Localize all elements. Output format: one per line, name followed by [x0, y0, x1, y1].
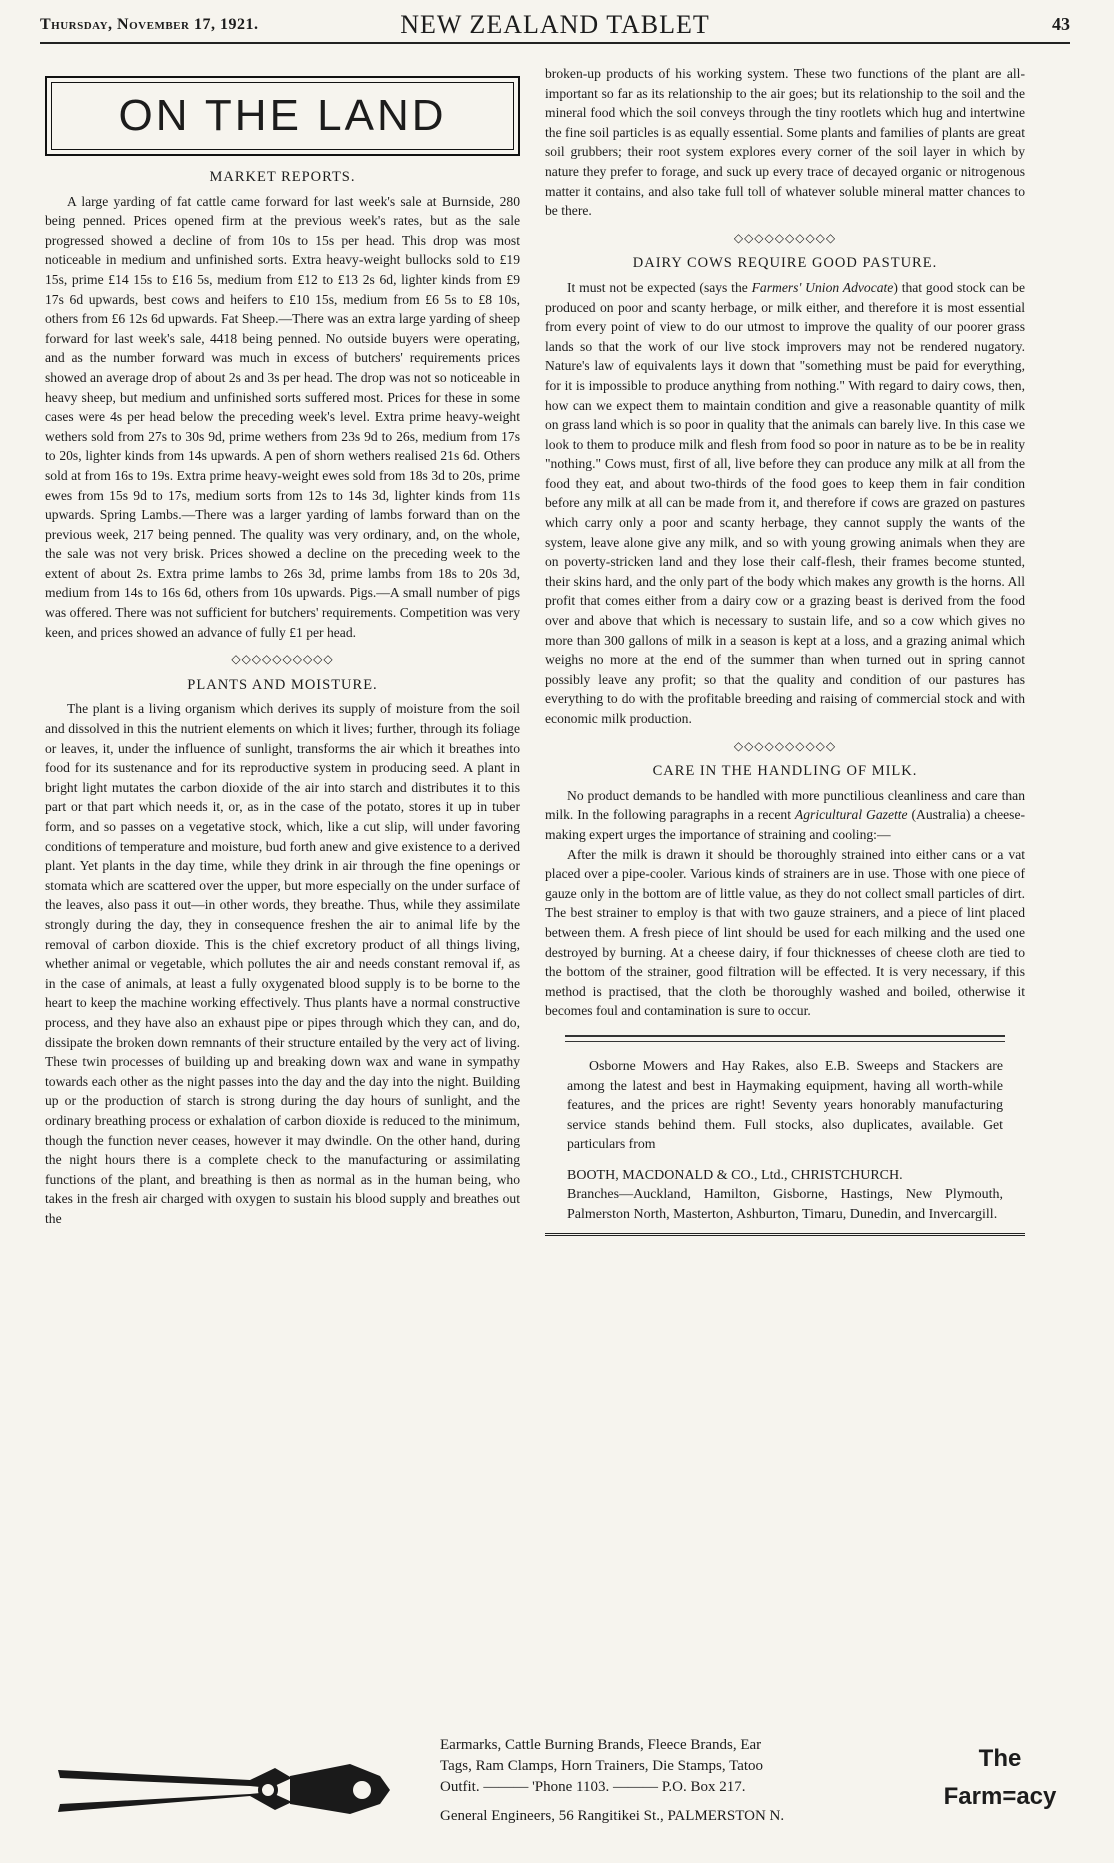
booth-ad-firm: BOOTH, MACDONALD & CO., Ltd., CHRISTCHURCH.	[567, 1167, 903, 1183]
dairy-heading: DAIRY COWS REQUIRE GOOD PASTURE.	[632, 255, 938, 272]
ornament-divider: ◇◇◇◇◇◇◇◇◇◇	[733, 230, 837, 245]
publication-title: NEW ZEALAND TABLET	[400, 10, 710, 39]
market-heading: MARKET REPORTS.	[209, 169, 356, 185]
masthead	[40, 8, 1070, 44]
plants-paragraph: The plant is a living organism which derives its supply of moisture from the soil and dissolved in this the nutrient elements on which it lives; further, through its foliage or leaves, it, under the influence of sunlight, transforms the air which it breathes into food for its sustenance and for its reproductive system in producing seed. A plant in bright light mutates the carbon dioxide of the air into starch and distributes it to this part or that part which needs it, or, as in the case of the potato, stores it up in tuber form, and so passes on a vegetative stock, which, like a cut slip, will under favoring conditions of temperature and moisture, bud forth anew and give existence to a derived plant. Yet plants in the day time, while they drink in air through the fine openings or stomata which are scattered over the upper, but more especially on the under surface of the leaves, also pass it out—in other words, they breathe. Thus, while they assimilate strongly during the day, they in consequence freshen the air to animal life by the removal of carbon dioxide. This is the chief excretory product of all things living, whether animal or vegetable, which pollutes the air and needs constant removal if, as in the case of animals, at least a fully oxygenated blood supply is to be borne to the heart to keep the machine working effectively. Thus plants have a normal constructive process, and they have also an exhaust pipe or pipes through which they can, and do, dissipate the broken down remnants of their structure entailed by the very act of living. These twin processes of building up and breaking down wax and wane in sympathy towards each other as the night passes into the day and the day into the night. Building up or the production of starch is strong during the day hours of sunlight, and the ordinary breathing process or exhalation of carbon dioxide is reduced to the minimum, though the function never ceases, however it may dwindle. On the other hand, during the night hours there is a complete check to the manufacturing or assimilating functions of the plant, and breathing is then as normal as in the human being, who takes in the fresh air charged with oxygen to sustain his blood supply and breathes out the	[45, 701, 520, 1226]
plants-continuation: broken-up products of his working system. These two functions of the plant are all-important so far as its relationship to the air goes; but its relationship to the soil and the mineral food which the soil conveys through the tiny rootlets which hug and intertwine the fine soil particles is as equally essential. Some plants and families of plants are great soil grubbers; their root system explores every corner of the soil layer in which by nature they prefer to forage, and suck up every trace of decayed organic or nitrogenous matter it contains, and also take full toll of whatever soluble mineral matter chances to be there.	[545, 66, 1025, 219]
booth-ad-branches: Branches—Auckland, Hamilton, Gisborne, Hastings, New Plymouth, Palmerston North, Masterton, Ashburton, Timaru, Dunedin, and Invercargill.	[567, 1187, 1003, 1223]
dairy-paragraph: It must not be expected (says the Farmers' Union Advocate) that good stock can be produced on poor and scanty herbage, or milk either, and therefore it is most essential from every point of view to do our utmost to improve the quality of our poorer grass lands so that the work of our live stock improvers may not be rendered nugatory. Nature's law of equivalents lays it down that "something must be paid for everything, for it is impossible to produce anything from nothing." With regard to dairy cows, then, how can we expect them to maintain condition and give a reasonable quantity of milk on grass land which is so poor in quality that the animals can barely live. In this case we look to them to produce milk and flesh from food so poor in nature as to be be in reality "nothing." Cows must, first of all, live before they can produce any milk at all from the food they eat, and about two-thirds of the food goes to keep them in fair condition before any milk at all can be made from it, and therefore if cows are grazed on pastures which carry only a poor and scanty herbage, they cannot supply the wants of the system, leave alone give any milk, and so with young growing animals when they are on poverty-stricken land and they lose their calf-flesh, their frames become stunted, their skins hard, and the only part of the body which makes any growth is the horns. All profit that comes either from a dairy cow or a grazing beast is derived from the food over and above that which is necessary to sustain life, and so a cow which gives no more than 300 gallons of milk in a season is kept at a loss, and a grazing animal which weighs no more at the end of the summer than when turned out in spring cannot possibly leave any profit; so that the quality and condition of our pastures has everything to do with the profitable breeding and raising of commercial stock and with economic milk production.	[545, 279, 1025, 726]
issue-date: Thursday, November 17, 1921.	[40, 16, 259, 33]
section-title-box	[45, 76, 520, 156]
right-column	[545, 64, 1025, 1236]
engineers-advertisement	[45, 1735, 1070, 1850]
market-paragraph: A large yarding of fat cattle came forward for last week's sale at Burnside, 280 being penned. Prices opened firm at the previous week's rates, but as the sale progressed showed a decline of from 10s to 15s per head. This drop was most noticeable in medium and unfinished sorts. Extra heavy-weight bullocks sold to £19 15s, prime £14 15s to £16 5s, medium from £12 to £13 2s 6d, lighter kinds from £9 17s 6d upwards, best cows and heifers to £10 15s, medium from £6 5s to £8 10s, others from £6 12s 6d upwards. Fat Sheep.—There was an extra large yarding of sheep forward for last week's sale, 4418 being penned. No outside buyers were operating, and as the number forward was much in excess of butchers' requirements prices showed an average drop of about 2s and 3s per head. The drop was not so noticeable in heavy sheep, but medium and unfinished sorts suffered most. Prices for these in some cases were 4s per head below the preceding week's level. Extra prime heavy-weight wethers sold from 27s to 30s 9d, prime wethers from 23s 9d to 26s, medium from 17s to 20s, lighter kinds from 14s upwards. A pen of shorn wethers realised 21s 6d. Others sold at from 16s to 19s. Extra prime heavy-weight ewes sold from 18s 3d to 20s, prime ewes from 15s 9d to 17s, medium sorts from 12s to 14s 3d, lighter kinds from 11s upwards. Spring Lambs.—There was a larger yarding of lambs forward than on the previous week, 217 being penned. The quality was very ordinary, and, on the whole, the sale was not very brisk. Prices showed a decline on the preceding week to the extent of about 2s. Extra prime lambs to 26s 3d, prime lambs from 18s to 20s 3d, medium from 14s to 16s 6d, others from 10s upwards. Pigs.—A small number of pigs was offered. There was not sufficient for butchers' requirements. Competition was very keen, and prices showed an advance of fully £1 per head.	[45, 193, 520, 640]
booth-ad-text: Osborne Mowers and Hay Rakes, also E.B. Sweeps and Stackers are among the latest and best in Haymaking equipment, having all worth-while features, and the prices are right! Seventy years honorably manufacturing service stands behind them. Full stocks, also duplicates, available. Get particulars from	[567, 1057, 1003, 1152]
engineers-ad-text: Earmarks, Cattle Burning Brands, Fleece Brands, Ear Tags, Ram Clamps, Horn Trainers, Die Stamps, Tatoo Outfit. ——— 'Phone 1103. ——— P.O. Box 217. General Engineers, 56 Rangitikei St., PALMERSTON N.	[440, 1737, 785, 1824]
farmacy-brand: The Farm=acy	[943, 1745, 1057, 1810]
milk-heading: CARE IN THE HANDLING OF MILK.	[652, 763, 918, 780]
page-number: 43	[1052, 14, 1070, 34]
plants-heading: PLANTS AND MOISTURE.	[187, 676, 378, 693]
ear-tag-pliers-icon	[50, 1740, 400, 1840]
milk-paragraph: After the milk is drawn it should be thoroughly strained into either cans or a vat placed over a pipe-cooler. Various kinds of strainers are in use. Those with one piece of gauze only in the bottom are of little value, as they do not collect small particles of dirt. The best strainer to employ is that with two gauze strainers, and a piece of lint placed between them. A fresh piece of lint should be used for each milking and the used one destroyed by burning. At a cheese dairy, if four thicknesses of cheese cloth are tied to the bottom of the strainer, good filtration will be effected. It is very necessary, if this method is practised, that the cloth be thoroughly washed and boiled, otherwise it becomes foul and contamination is sure to occur.	[545, 846, 1025, 1019]
milk-intro: No product demands to be handled with more punctilious cleanliness and care than milk. In the following paragraphs in a recent Agricultural Gazette (Australia) a cheese-making expert urges the importance of straining and cooling:—	[545, 787, 1025, 842]
ornament-divider: ◇◇◇◇◇◇◇◇◇◇	[231, 652, 334, 667]
section-title: ON THE LAND	[118, 91, 447, 141]
ornament-divider: ◇◇◇◇◇◇◇◇◇◇	[733, 738, 837, 753]
dairy-source: Farmers' Union Advocate	[751, 279, 894, 295]
milk-source: Agricultural Gazette	[794, 807, 908, 823]
left-column	[45, 70, 520, 1228]
ad-top-rule	[565, 1035, 1005, 1037]
